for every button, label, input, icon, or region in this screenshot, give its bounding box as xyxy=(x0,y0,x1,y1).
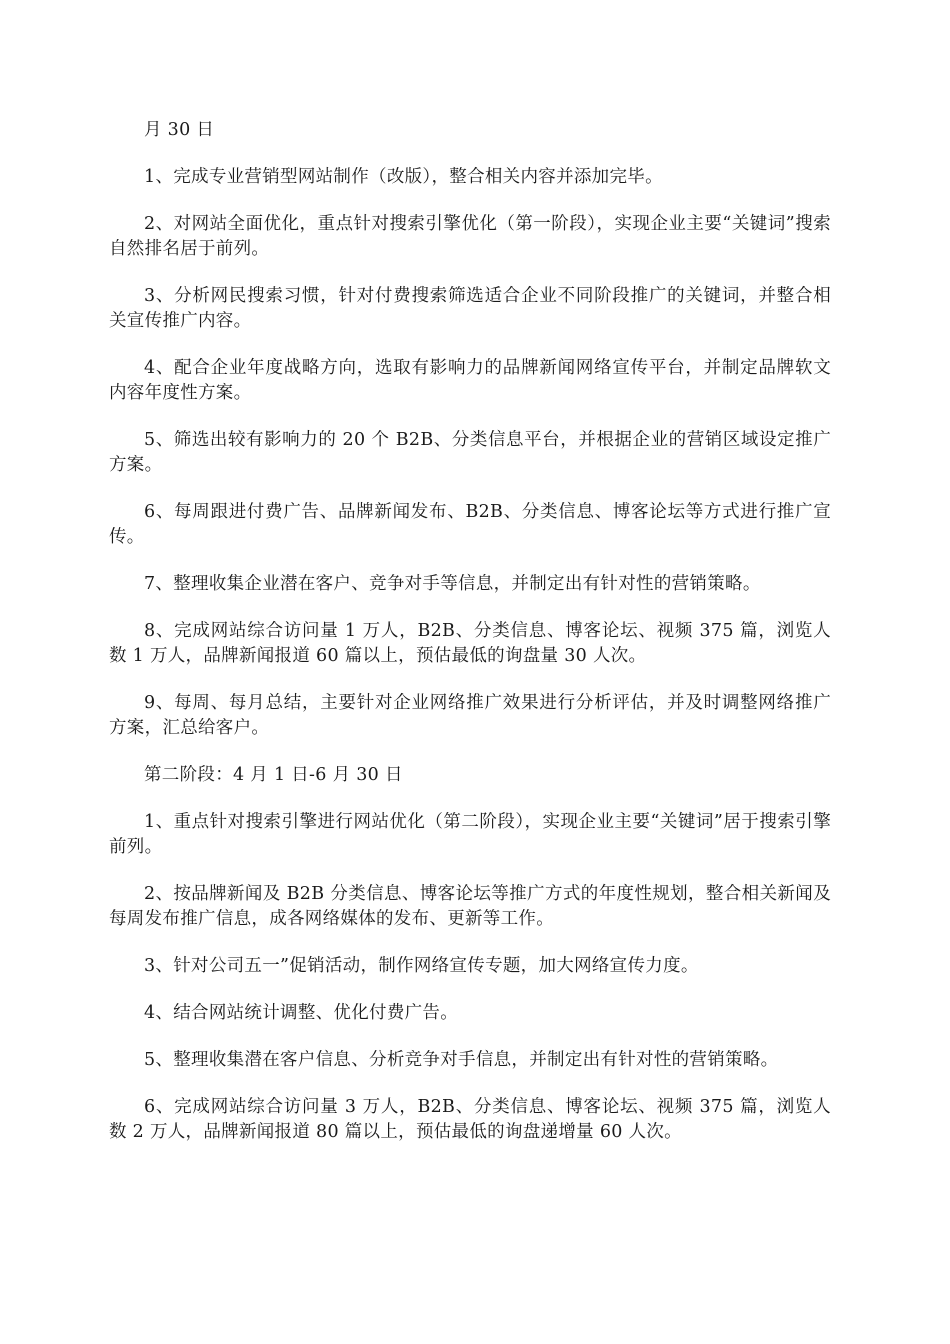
paragraph-stage2-item-3: 3、针对公司五一”促销活动，制作网络宣传专题，加大网络宣传力度。 xyxy=(144,956,699,976)
paragraph-item-6: 6、每周跟进付费广告、品牌新闻发布、B2B、分类信息、博客论坛等方式进行推广宣传。 xyxy=(109,502,831,547)
paragraph-date: 月 30 日 xyxy=(144,120,215,140)
paragraph-stage2-item-6: 6、完成网站综合访问量 3 万人，B2B、分类信息、博客论坛、视频 375 篇，浏览人数 2 万人，品牌新闻报道 80 篇以上，预估最低的询盘递增量 60 人次。 xyxy=(109,1097,831,1142)
paragraph-stage2-item-2: 2、按品牌新闻及 B2B 分类信息、博客论坛等推广方式的年度性规划，整合相关新闻及每周发布推广信息，成各网络媒体的发布、更新等工作。 xyxy=(109,884,831,929)
paragraph-item-9: 9、每周、每月总结，主要针对企业网络推广效果进行分析评估，并及时调整网络推广方案，汇总给客户。 xyxy=(109,693,831,738)
paragraph-item-3: 3、分析网民搜索习惯，针对付费搜索筛选适合企业不同阶段推广的关键词，并整合相关宣传推广内容。 xyxy=(109,286,831,331)
paragraph-stage2-item-5: 5、整理收集潜在客户信息、分析竞争对手信息，并制定出有针对性的营销策略。 xyxy=(144,1050,779,1070)
paragraph-item-8: 8、完成网站综合访问量 1 万人，B2B、分类信息、博客论坛、视频 375 篇，浏览人数 1 万人，品牌新闻报道 60 篇以上，预估最低的询盘量 30 人次。 xyxy=(109,621,831,666)
paragraph-stage2-item-4: 4、结合网站统计调整、优化付费广告。 xyxy=(144,1003,459,1023)
section-heading-stage-2: 第二阶段：4 月 1 日-6 月 30 日 xyxy=(144,765,403,785)
paragraph-item-2: 2、对网站全面优化，重点针对搜索引擎优化（第一阶段），实现企业主要“关键词”搜索自然排名居于前列。 xyxy=(109,214,831,259)
paragraph-stage2-item-1: 1、重点针对搜索引擎进行网站优化（第二阶段），实现企业主要“关键词”居于搜索引擎前列。 xyxy=(109,812,831,857)
paragraph-item-7: 7、整理收集企业潜在客户、竞争对手等信息，并制定出有针对性的营销策略。 xyxy=(144,574,761,594)
paragraph-item-4: 4、配合企业年度战略方向，选取有影响力的品牌新闻网络宣传平台，并制定品牌软文内容年度性方案。 xyxy=(109,358,831,403)
paragraph-item-1: 1、完成专业营销型网站制作（改版），整合相关内容并添加完毕。 xyxy=(144,167,663,187)
paragraph-item-5: 5、筛选出较有影响力的 20 个 B2B、分类信息平台，并根据企业的营销区域设定推广方案。 xyxy=(109,430,831,475)
document-body xyxy=(109,118,831,1167)
